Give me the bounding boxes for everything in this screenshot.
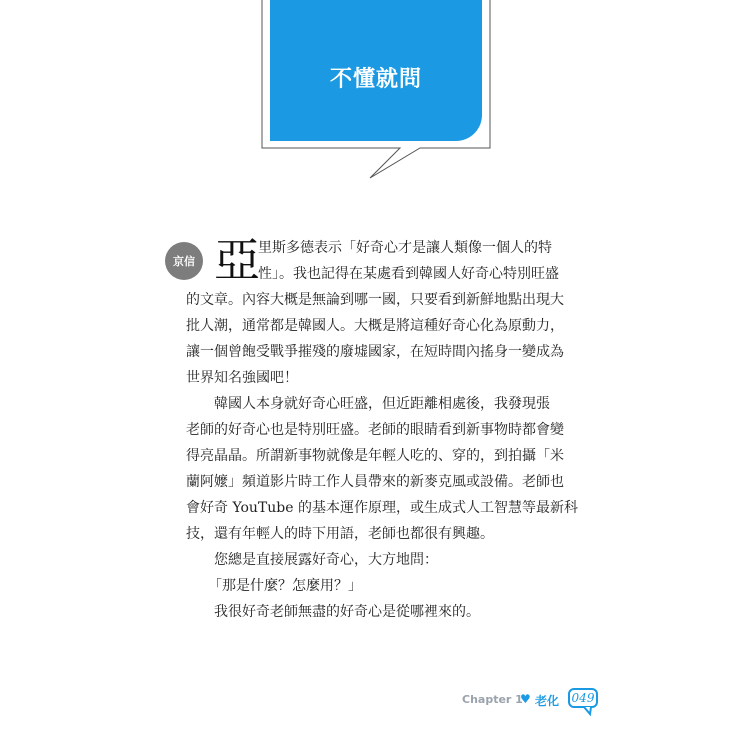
chapter-label: Chapter 1 — [462, 693, 523, 706]
chapter-title: 老化 — [535, 694, 560, 708]
body-line: 會好奇 YouTube 的基本運作原理，或生成式人工智慧等最新科 — [186, 500, 578, 516]
body-line: 老師的好奇心也是特別旺盛。老師的眼睛看到新事物時都會變 — [186, 422, 564, 438]
body-line: 韓國人本身就好奇心旺盛，但近距離相處後，我發現張 — [214, 396, 550, 412]
page-number: 049 — [568, 688, 598, 708]
body-line: 得亮晶晶。所謂新事物就像是年輕人吃的、穿的，到拍攝「米 — [186, 448, 564, 464]
section-title: 不懂就問 — [329, 67, 422, 92]
body-line: 您總是直接展露好奇心，大方地問： — [214, 552, 438, 568]
body-line: 批人潮，通常都是韓國人。大概是將這種好奇心化為原動力， — [186, 318, 564, 334]
body-line: 性」。我也記得在某處看到韓國人好奇心特別旺盛 — [258, 266, 559, 282]
body-line: 技，還有年輕人的時下用語，老師也都很有興趣。 — [186, 526, 494, 542]
body-line: 的文章。內容大概是無論到哪一國，只要看到新鮮地點出現大 — [186, 292, 564, 308]
body-line: 讓一個曾飽受戰爭摧殘的廢墟國家，在短時間內搖身一變成為 — [186, 344, 564, 360]
drop-cap: 亞 — [214, 233, 260, 287]
body-line: 世界知名強國吧！ — [186, 370, 298, 386]
heart-icon: ♥ — [520, 692, 531, 706]
author-badge: 京信 — [165, 242, 203, 280]
body-line: 里斯多德表示「好奇心才是讓人類像一個人的特 — [258, 240, 552, 256]
body-line: 蘭阿嬤」頻道影片時工作人員帶來的新麥克風或設備。老師也 — [186, 474, 564, 490]
body-line: 「那是什麼？怎麼用？」 — [208, 578, 362, 594]
body-line: 我很好奇老師無盡的好奇心是從哪裡來的。 — [214, 604, 480, 620]
